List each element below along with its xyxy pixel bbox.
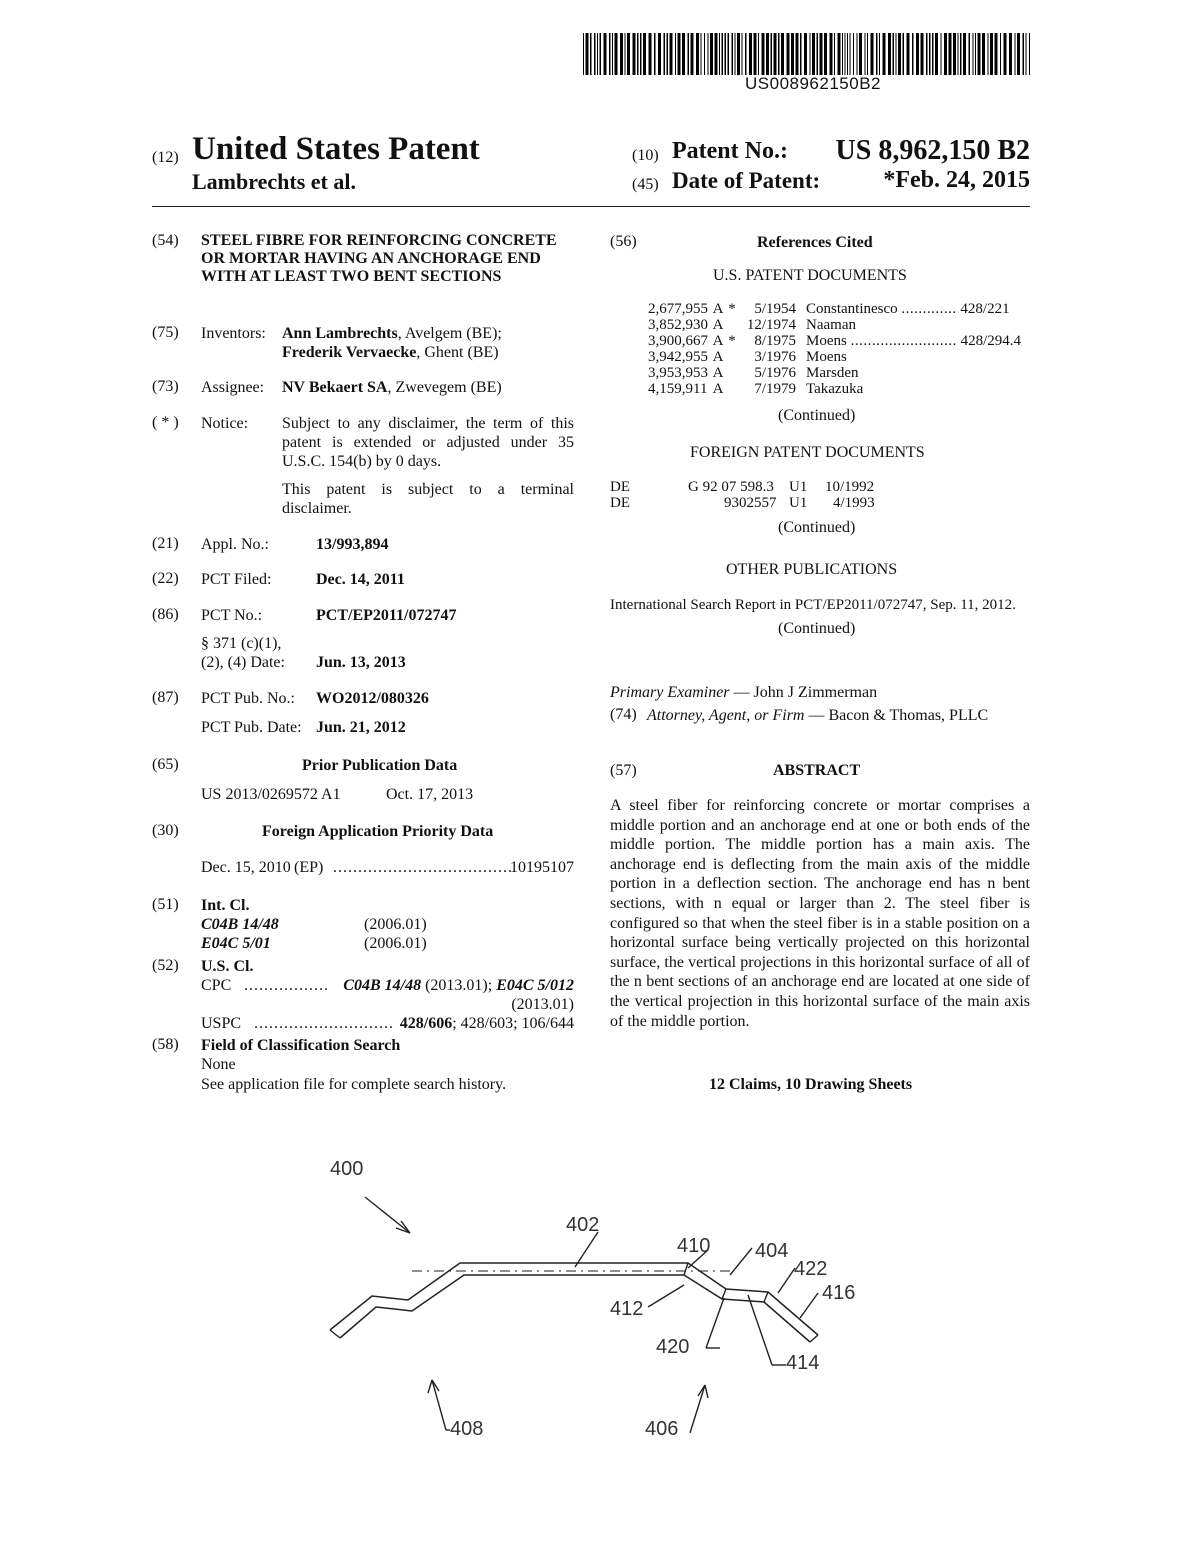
- barcode-bar: [664, 33, 666, 75]
- terminal-disclaimer: This patent is subject to a terminal disclaimer.: [282, 481, 574, 517]
- foreign-number: G 92 07 598.3: [688, 479, 774, 495]
- barcode-bar: [654, 33, 656, 75]
- barcode-bar: [1017, 33, 1020, 75]
- int-cl-version: (2006.01): [364, 916, 427, 933]
- barcode-bar: [640, 33, 642, 75]
- field-search-label: Field of Classification Search: [201, 1037, 401, 1054]
- barcode-bar: [921, 33, 924, 75]
- ref-date: 8/1975: [754, 333, 796, 349]
- barcode-bar: [883, 33, 886, 75]
- ref-number: 4,159,911: [648, 381, 708, 397]
- barcode-bar: [637, 33, 639, 75]
- foreign-date: 10/1992: [825, 479, 875, 495]
- pct-pub-date-label: PCT Pub. Date:: [201, 719, 302, 736]
- int-cl-code: C04B 14/48: [201, 916, 279, 933]
- ref-label-408: 408: [450, 1418, 484, 1440]
- us-docs-heading: U.S. PATENT DOCUMENTS: [713, 267, 907, 284]
- barcode-bar: [732, 33, 734, 75]
- code-58: (58): [152, 1036, 179, 1053]
- primary-examiner: Primary Examiner — John J Zimmerman: [610, 684, 878, 701]
- barcode-bar: [600, 33, 602, 75]
- barcode-bar: [791, 33, 794, 75]
- inventor-1: Ann Lambrechts, Avelgem (BE);: [282, 325, 502, 342]
- table-row: [648, 333, 1021, 349]
- barcode-bar: [944, 33, 947, 75]
- appl-no: 13/993,894: [316, 536, 389, 553]
- ref-star: *: [728, 301, 736, 317]
- foreign-kind: U1: [789, 495, 808, 511]
- ref-star: [726, 349, 738, 365]
- ref-label-406: 406: [645, 1418, 679, 1440]
- barcode-bar: [820, 33, 823, 75]
- code-10: (10): [632, 147, 659, 164]
- priority-date: Dec. 15, 2010: [201, 859, 291, 876]
- barcode-bar: [929, 33, 931, 75]
- barcode-bar: [953, 33, 956, 75]
- ref-star: *: [728, 333, 736, 349]
- barcode-bar: [893, 33, 895, 75]
- us-cl-label: U.S. Cl.: [201, 958, 254, 975]
- barcode-bar: [857, 33, 858, 75]
- table-row: [648, 365, 1021, 381]
- claims-summary: 12 Claims, 10 Drawing Sheets: [709, 1076, 913, 1093]
- cpc-version: (2013.01): [511, 996, 574, 1013]
- barcode-bar: [847, 33, 848, 75]
- barcode-bar: [1000, 33, 1001, 75]
- barcode-bar: [643, 33, 646, 75]
- barcode-bar: [719, 33, 720, 75]
- table-row: [648, 349, 1021, 365]
- code-52: (52): [152, 957, 179, 974]
- attorney: Attorney, Agent, or Firm — Bacon & Thomas, PLLC: [647, 707, 989, 724]
- barcode-bar: [916, 33, 919, 75]
- barcode-bar: [1009, 33, 1012, 75]
- ref-name: Marsden: [806, 365, 859, 381]
- continued-foreign-docs: (Continued): [778, 519, 856, 536]
- barcode-bar: [842, 33, 843, 75]
- cpc-leader: .................: [244, 977, 329, 994]
- leader-406: [690, 1385, 705, 1433]
- leader-412: [648, 1285, 684, 1307]
- code-30: (30): [152, 822, 179, 839]
- notice-code: ( * ): [152, 414, 179, 431]
- barcode-bar: [704, 33, 705, 75]
- foreign-docs-heading: FOREIGN PATENT DOCUMENTS: [690, 444, 925, 461]
- pct-pub-date: Jun. 21, 2012: [316, 719, 406, 736]
- barcode-bar: [969, 33, 971, 75]
- barcode-bar: [627, 33, 630, 75]
- barcode-bar: [604, 33, 607, 75]
- barcode-bar: [745, 33, 747, 75]
- ref-kind: A: [712, 333, 724, 349]
- barcode-bar: [688, 33, 690, 75]
- uspc-label: USPC: [201, 1015, 242, 1032]
- barcode-bar: [935, 33, 938, 75]
- table-row: [648, 301, 1021, 317]
- barcode-bar: [691, 33, 694, 75]
- barcode-bar: [675, 33, 676, 75]
- assignee: NV Bekaert SA, Zwevegem (BE): [282, 379, 502, 396]
- priority-country: (EP): [294, 859, 324, 876]
- barcode-bar: [594, 33, 596, 75]
- foreign-date: 4/1993: [833, 495, 875, 511]
- barcode-bar: [649, 33, 652, 75]
- pct-pub-no-label: PCT Pub. No.:: [201, 690, 295, 707]
- barcode-bar: [867, 33, 868, 75]
- barcode-bar: [701, 33, 702, 75]
- barcode-bar: [958, 33, 959, 75]
- field-search-value: None: [201, 1056, 236, 1073]
- priority-leader: ....................................: [333, 859, 513, 876]
- priority-heading: Foreign Application Priority Data: [262, 823, 494, 840]
- barcode-bar: [978, 33, 981, 75]
- fiber-drawing: [300, 1135, 860, 1465]
- barcode-bar: [903, 33, 905, 75]
- us-patent-docs-table: [648, 301, 1021, 397]
- foreign-country: DE: [610, 479, 630, 495]
- ref-kind: A: [712, 301, 724, 317]
- foreign-kind: U1: [789, 479, 808, 495]
- ref-name: Moens ......................... 428/294.4: [806, 333, 1022, 349]
- abstract-text: A steel fiber for reinforcing concrete or mortar comprises a middle portion and an anchorage end at one or both ends of the middle portion. The middle portion has a main axis. The anchorage end is deflecting from the main axis of the middle portion in a deflection section. The anchorage end has n bent sections, with n equal or larger than 2. The steel fiber is configured so that when the steel fiber is in a stable position on a horizontal surface being vertically projected on this horizontal surface, the vertical projections in this horizontal surface of all of the n bent sections of an anchorage end are located at one side of the vertical projection in this horizontal surface of the main axis of the middle portion.: [610, 797, 1030, 1030]
- barcode-bar: [1026, 33, 1027, 75]
- s371-line2: (2), (4) Date:: [201, 654, 285, 671]
- barcode-bar: [1023, 33, 1025, 75]
- barcode-bar: [781, 33, 784, 75]
- prior-pub-heading: Prior Publication Data: [302, 757, 458, 774]
- barcode-bar: [737, 33, 740, 75]
- code-57: (57): [610, 762, 637, 779]
- barcode-bar: [590, 33, 592, 75]
- barcode-bar: [824, 33, 827, 75]
- barcode: [583, 33, 1030, 75]
- foreign-country: DE: [610, 495, 630, 511]
- code-65: (65): [152, 756, 179, 773]
- barcode-bar: [810, 33, 811, 75]
- uspc-classes: 428/606; 428/603; 106/644: [399, 1015, 574, 1032]
- barcode-bar: [973, 33, 974, 75]
- barcode-bar: [879, 33, 880, 75]
- ref-name: Constantinesco ............. 428/221: [806, 301, 1010, 317]
- ref-kind: A: [712, 349, 724, 365]
- leader-420: [706, 1298, 724, 1348]
- barcode-bar: [949, 33, 952, 75]
- inventors-label: Inventors:: [201, 325, 266, 342]
- ref-number: 2,677,955: [648, 301, 708, 317]
- other-publication: International Search Report in PCT/EP2011/072747, Sep. 11, 2012.: [610, 597, 1016, 613]
- date-label: Date of Patent:: [672, 168, 821, 193]
- barcode-bar: [838, 33, 841, 75]
- int-cl-code: E04C 5/01: [201, 935, 271, 952]
- barcode-bar: [754, 33, 757, 75]
- ref-number: 3,953,953: [648, 365, 708, 381]
- ref-label-410: 410: [677, 1235, 711, 1257]
- ref-kind: A: [712, 365, 724, 381]
- ref-label-416: 416: [822, 1282, 856, 1304]
- barcode-bar: [1015, 33, 1016, 75]
- cpc-classes: C04B 14/48 (2013.01); E04C 5/012: [343, 977, 574, 994]
- ref-kind: A: [712, 317, 724, 333]
- ref-label-412: 412: [610, 1298, 644, 1320]
- barcode-bar: [830, 33, 833, 75]
- barcode-bar: [583, 33, 584, 75]
- ref-date: 12/1974: [746, 317, 796, 333]
- ref-label-420: 420: [656, 1336, 690, 1358]
- barcode-bar: [633, 33, 636, 75]
- abstract-heading: ABSTRACT: [773, 762, 861, 779]
- barcode-bar: [771, 33, 773, 75]
- references-heading: References Cited: [757, 234, 873, 251]
- barcode-bar: [845, 33, 846, 75]
- barcode-bar: [766, 33, 769, 75]
- barcode-bar: [1029, 33, 1030, 75]
- barcode-bar: [749, 33, 752, 75]
- leader-400: [365, 1197, 410, 1233]
- barcode-bar: [941, 33, 942, 75]
- pct-filed-label: PCT Filed:: [201, 571, 272, 588]
- barcode-bar: [667, 33, 669, 75]
- barcode-bar: [926, 33, 928, 75]
- barcode-bar: [982, 33, 985, 75]
- code-54: (54): [152, 232, 179, 249]
- ref-label-404: 404: [755, 1240, 789, 1262]
- code-12: (12): [152, 149, 179, 166]
- barcode-bar: [850, 33, 851, 75]
- barcode-bar: [678, 33, 681, 75]
- leader-416: [800, 1293, 818, 1318]
- code-73: (73): [152, 378, 179, 395]
- foreign-number: 9302557: [724, 495, 777, 511]
- ref-date: 3/1976: [754, 349, 796, 365]
- notice-label: Notice:: [201, 415, 249, 432]
- ref-number: 3,942,955: [648, 349, 708, 365]
- code-22: (22): [152, 570, 179, 587]
- barcode-bar: [728, 33, 730, 75]
- barcode-bar: [834, 33, 835, 75]
- leader-422: [778, 1268, 795, 1293]
- barcode-bar: [975, 33, 976, 75]
- barcode-bar: [696, 33, 699, 75]
- barcode-bar: [735, 33, 736, 75]
- pct-filed: Dec. 14, 2011: [316, 571, 405, 588]
- barcode-bar: [817, 33, 819, 75]
- pct-no-label: PCT No.:: [201, 607, 263, 624]
- barcode-bar: [615, 33, 618, 75]
- code-86: (86): [152, 606, 179, 623]
- barcode-bar: [912, 33, 914, 75]
- ref-label-414: 414: [786, 1352, 820, 1374]
- ref-name: Naaman: [806, 317, 856, 333]
- barcode-bar: [990, 33, 993, 75]
- pct-no: PCT/EP2011/072747: [316, 607, 457, 624]
- barcode-bar: [774, 33, 777, 75]
- leader-402: [575, 1232, 598, 1267]
- patent-no-label: Patent No.:: [672, 138, 788, 164]
- barcode-bar: [715, 33, 718, 75]
- barcode-bar: [742, 33, 743, 75]
- barcode-bar: [859, 33, 862, 75]
- invention-title: STEEL FIBRE FOR REINFORCING CONCRETE OR MORTAR HAVING AN ANCHORAGE END WITH AT LEAST TWO BENT SECTIONS: [201, 232, 557, 285]
- int-cl-version: (2006.01): [364, 935, 427, 952]
- code-45: (45): [632, 176, 659, 193]
- code-75: (75): [152, 324, 179, 341]
- barcode-bar: [670, 33, 673, 75]
- assignee-label: Assignee:: [201, 379, 265, 396]
- ref-label-400: 400: [330, 1158, 364, 1180]
- barcode-bar: [960, 33, 962, 75]
- code-21: (21): [152, 535, 179, 552]
- ref-star: [726, 317, 738, 333]
- ref-kind: A: [712, 381, 724, 397]
- s371-date: Jun. 13, 2013: [316, 654, 406, 671]
- prior-pub-date: Oct. 17, 2013: [386, 786, 474, 803]
- table-row: [648, 317, 1021, 333]
- barcode-bar: [907, 33, 910, 75]
- ref-label-402: 402: [566, 1214, 600, 1236]
- barcode-bar: [876, 33, 878, 75]
- leader-408: [432, 1380, 446, 1430]
- barcode-bar: [658, 33, 661, 75]
- barcode-bar: [725, 33, 727, 75]
- barcode-bar: [871, 33, 874, 75]
- inventor-2: Frederik Vervaecke, Ghent (BE): [282, 344, 499, 361]
- steel-fiber: [330, 1263, 818, 1342]
- barcode-bar: [932, 33, 934, 75]
- barcode-bar: [710, 33, 713, 75]
- priority-number: 10195107: [510, 859, 574, 876]
- header-divider: [152, 206, 1030, 207]
- barcode-bar: [787, 33, 790, 75]
- barcode-bar: [865, 33, 866, 75]
- ref-star: [726, 381, 738, 397]
- barcode-bar: [597, 33, 598, 75]
- barcode-number: US008962150B2: [745, 74, 882, 93]
- barcode-bar: [778, 33, 780, 75]
- barcode-bar: [758, 33, 759, 75]
- other-publications-heading: OTHER PUBLICATIONS: [726, 561, 898, 578]
- ref-number: 3,900,667: [648, 333, 708, 349]
- barcode-bar: [762, 33, 765, 75]
- barcode-bar: [722, 33, 724, 75]
- ref-date: 7/1979: [754, 381, 796, 397]
- barcode-bar: [888, 33, 891, 75]
- cpc-label: CPC: [201, 977, 232, 994]
- barcode-bar: [853, 33, 854, 75]
- barcode-bar: [708, 33, 709, 75]
- continued-other-pubs: (Continued): [778, 620, 856, 637]
- notice-text: Subject to any disclaimer, the term of this patent is extended or adjusted under 35 U.S.C. 154(b) by 0 days.: [282, 415, 574, 470]
- code-56: (56): [610, 233, 637, 250]
- document-title: United States Patent: [192, 131, 480, 167]
- appl-no-label: Appl. No.:: [201, 536, 269, 553]
- leader-404: [730, 1248, 752, 1275]
- ref-name: Moens: [806, 349, 847, 365]
- ref-star: [726, 365, 738, 381]
- pct-pub-no: WO2012/080326: [316, 690, 429, 707]
- barcode-bar: [609, 33, 611, 75]
- barcode-bar: [620, 33, 623, 75]
- barcode-bar: [804, 33, 807, 75]
- barcode-bar: [796, 33, 799, 75]
- continued-us-docs: (Continued): [778, 407, 856, 424]
- ref-date: 5/1954: [754, 301, 796, 317]
- barcode-bar: [995, 33, 998, 75]
- barcode-bar: [586, 33, 589, 75]
- ref-number: 3,852,930: [648, 317, 708, 333]
- barcode-bar: [682, 33, 685, 75]
- barcode-bar: [812, 33, 815, 75]
- barcode-bar: [800, 33, 802, 75]
- barcode-bar: [963, 33, 966, 75]
- ref-label-422: 422: [794, 1258, 828, 1280]
- barcode-bar: [896, 33, 897, 75]
- s371-line1: § 371 (c)(1),: [201, 635, 282, 652]
- barcode-bar: [612, 33, 613, 75]
- ref-date: 5/1976: [754, 365, 796, 381]
- uspc-leader: ............................: [254, 1015, 394, 1032]
- barcode-bar: [1004, 33, 1007, 75]
- patent-number: US 8,962,150 B2: [835, 135, 1030, 166]
- inventors-short: Lambrechts et al.: [192, 169, 356, 194]
- int-cl-label: Int. Cl.: [201, 897, 250, 914]
- field-search-note: See application file for complete search history.: [201, 1076, 507, 1093]
- table-row: [648, 381, 1021, 397]
- code-87: (87): [152, 689, 179, 706]
- code-74: (74): [610, 706, 637, 723]
- ref-name: Takazuka: [806, 381, 864, 397]
- barcode-bar: [625, 33, 626, 75]
- prior-pub-number: US 2013/0269572 A1: [201, 786, 341, 803]
- code-51: (51): [152, 896, 179, 913]
- patent-date: *Feb. 24, 2015: [883, 167, 1030, 193]
- barcode-bar: [898, 33, 901, 75]
- barcode-bar: [988, 33, 989, 75]
